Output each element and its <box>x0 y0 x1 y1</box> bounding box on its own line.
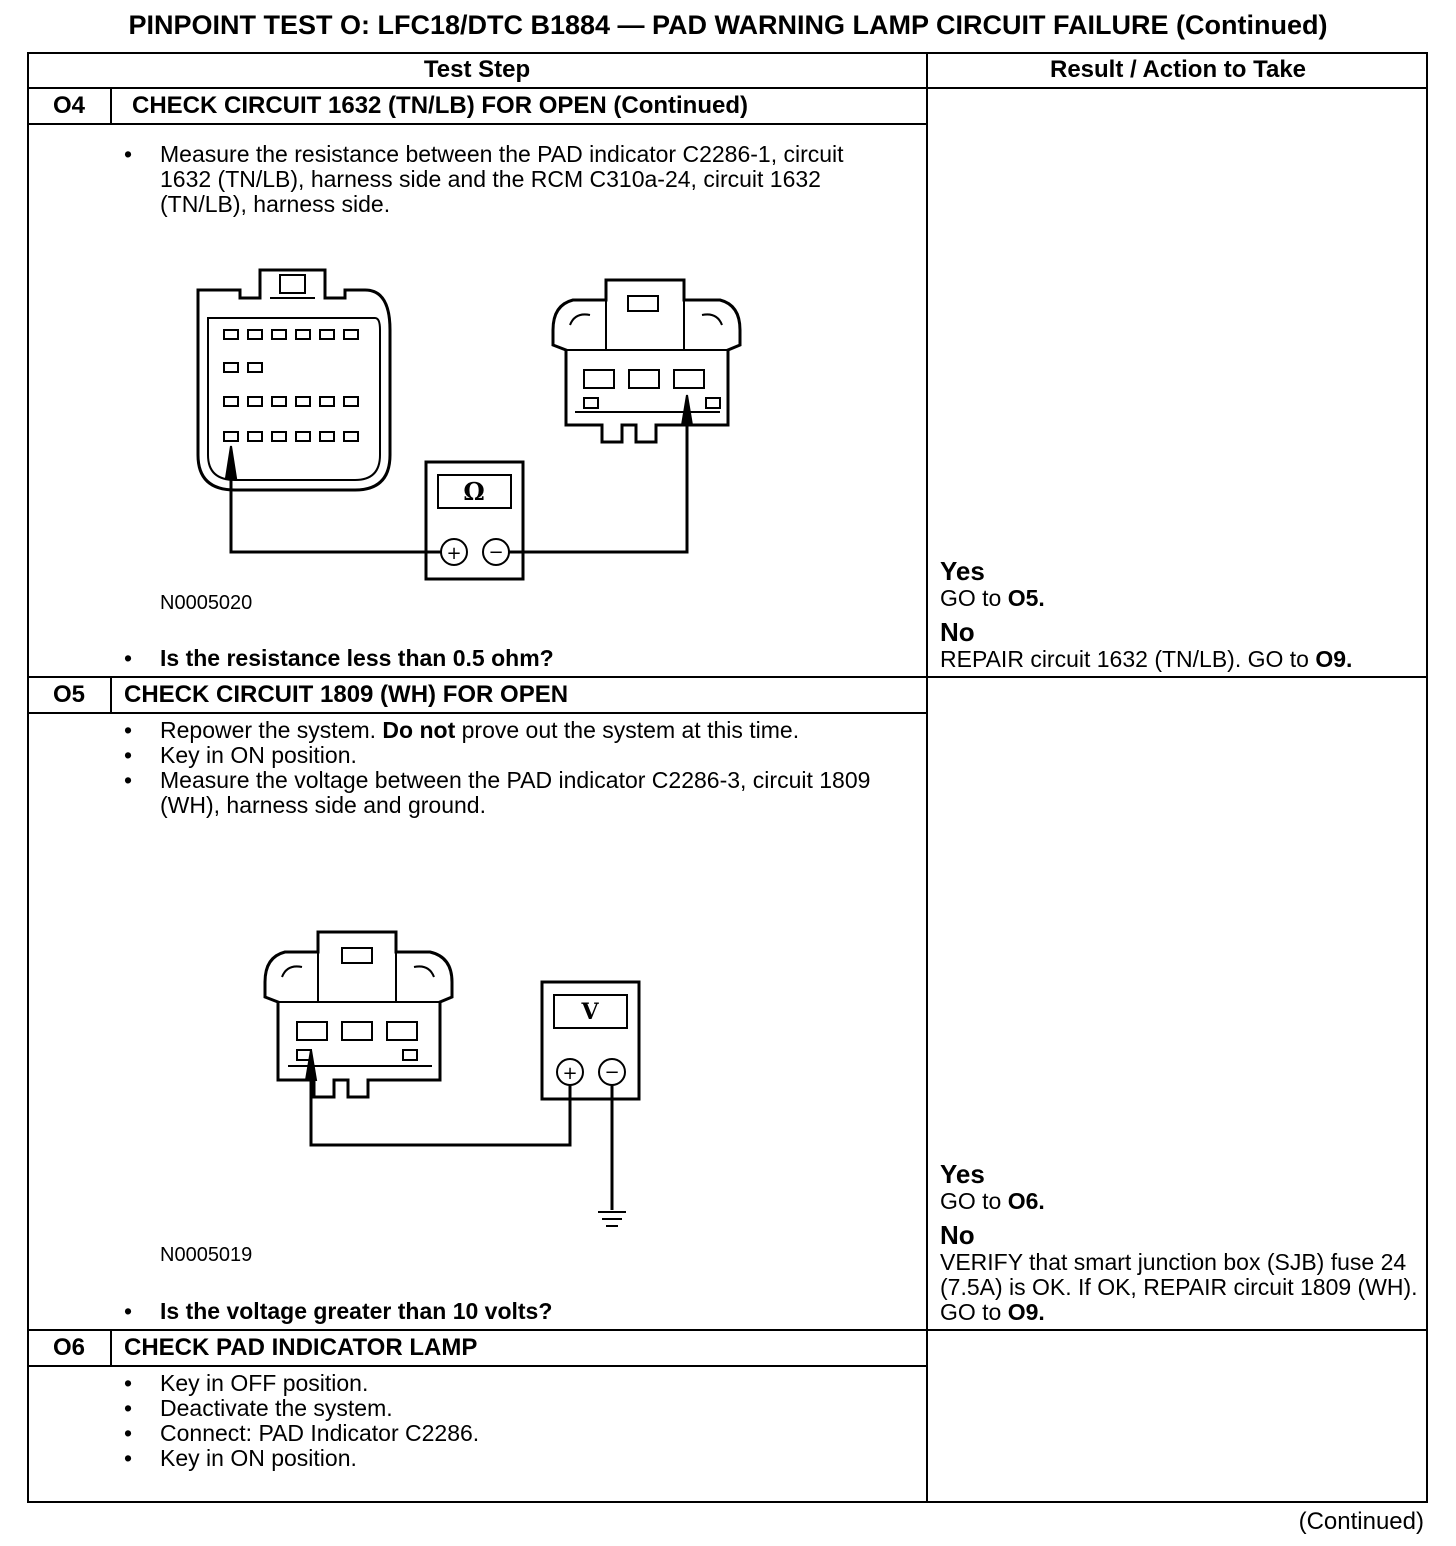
plus-terminal-icon: + <box>562 1063 578 1084</box>
step-o5-title: CHECK CIRCUIT 1809 (WH) FOR OPEN <box>124 681 569 708</box>
no-label: No <box>940 617 975 647</box>
step-o6-title: CHECK PAD INDICATOR LAMP <box>124 1334 478 1361</box>
list-item: • Key in ON position. <box>124 1446 894 1471</box>
list-item: • Measure the resistance between the PAD indicator C2286-1, circuit 1632 (TN/LB), harness side and the RCM C310a-24, circuit 1632 (TN/LB), harness side. <box>124 142 864 217</box>
yes-label: Yes <box>940 1159 985 1189</box>
list-item: • Deactivate the system. <box>124 1396 894 1421</box>
list-item: • Key in ON position. <box>124 743 894 768</box>
header-test-step: Test Step <box>423 56 531 83</box>
step-o5-figure-id: N0005019 <box>160 1244 253 1266</box>
step-o5-id: O5 <box>52 681 85 708</box>
step-o4-question: • Is the resistance less than 0.5 ohm? <box>124 645 554 672</box>
volt-symbol: V <box>581 999 599 1025</box>
pad-connector-body <box>265 932 452 1097</box>
page-title: PINPOINT TEST O: LFC18/DTC B1884 — PAD WARNING LAMP CIRCUIT FAILURE (Continued) <box>128 10 1328 40</box>
minus-terminal-icon: − <box>488 542 504 563</box>
list-item: • Key in OFF position. <box>124 1371 894 1396</box>
list-item: • Repower the system. Do not prove out the system at this time. <box>124 718 894 743</box>
list-item: • Connect: PAD Indicator C2286. <box>124 1421 894 1446</box>
step-o5-result <box>940 1159 1426 1325</box>
no-label: No <box>940 1220 975 1250</box>
yes-action: GO to O6. <box>940 1188 1045 1214</box>
step-o4-title: CHECK CIRCUIT 1632 (TN/LB) FOR OPEN (Continued) <box>132 92 748 119</box>
yes-label: Yes <box>940 556 985 586</box>
plus-terminal-icon: + <box>446 543 462 564</box>
minus-terminal-icon: − <box>604 1062 620 1083</box>
ohm-symbol: Ω <box>463 477 485 506</box>
step-o4-id: O4 <box>52 92 85 119</box>
step-o4-figure-id: N0005020 <box>160 592 253 614</box>
no-action: VERIFY that smart junction box (SJB) fuse 24 (7.5A) is OK. If OK, REPAIR circuit 1809 (WH). GO to O9. <box>940 1249 1418 1325</box>
header-result: Result / Action to Take <box>1049 56 1307 83</box>
ground-icon <box>598 1212 626 1226</box>
step-o5-question: • Is the voltage greater than 10 volts? <box>124 1298 552 1325</box>
no-action: REPAIR circuit 1632 (TN/LB). GO to O9. <box>940 646 1353 672</box>
list-item: • Measure the voltage between the PAD indicator C2286-3, circuit 1809 (WH), harness side and ground. <box>124 768 894 818</box>
step-o6-instructions <box>124 1371 894 1471</box>
test-lead-positive <box>311 1080 570 1145</box>
yes-action: GO to O5. <box>940 585 1045 611</box>
continued-note: (Continued) <box>1298 1508 1424 1535</box>
step-o6-id: O6 <box>52 1334 85 1361</box>
